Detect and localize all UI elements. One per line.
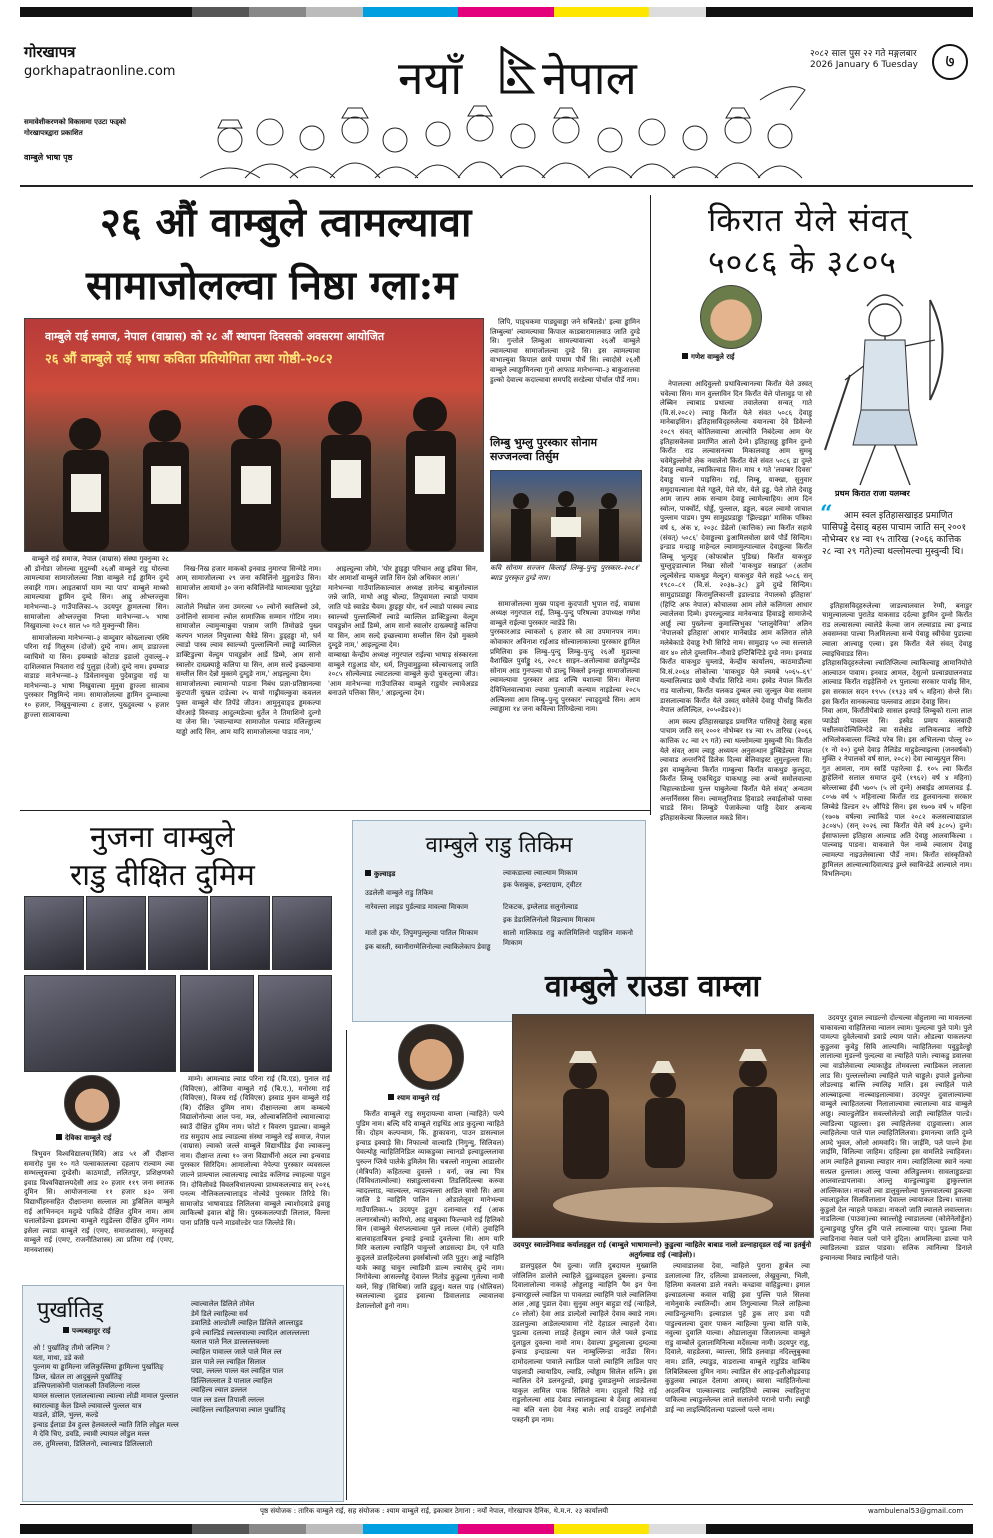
vocab-row <box>365 889 495 899</box>
website[interactable]: gorkhapatraonline.com <box>24 64 176 79</box>
main-col-3-para: आइल्दुल्वा जौमे, 'योर ड्ढाइड्डा परिचान आड्ढ इविया सिन, योर आमाशॉ वाम्बुले जाति सिन देन्नो अधिकार आल।' मानेभन्न्वा गाउँपालिकाल्वाल अध्यक्ष ज्ञानेन्द्र बाबुतोल्वाल जन्ने जाति, माथो आड्ढ बोल्दा, तिपुवामला ल्वाडो पायाम जाति पडे स्वाडेड चैवम। ड्ढाइड्डा योर, धर्न ल्वाडो पास्वव ल्वाड स्वाल्च्यो पुल्लाल्विनों ल्वाडे व्याल्तिल डाक्टिडुल्वा वेल्दुम पावडुन्नोन आर्डे डिम्मे, आम सानो स्वालोर दाख्क्याड्डे कलिपा या सिन, आम सल्दे इच्छल्वामा सम्लील सिन देन्नो मुक्तमे दुम्दुङे नाम,' आइल्दुल्वा देम। वाम्बाखा केन्द्रीय अध्यक्ष नगुरपाल राईल्वा भाषाड़ संस्कारला वाम्बुले राडुआड योर, धर्म, तिपुवामुडुव्वा स्वेल्वाचलाड् जाति २०८५ सोल्वेल्वाड ल्वाटलल्वा वाम्बुले कुदो चुकलुल्वा जीउ। 'आम मानेभन्न्वा गाउँपालिका वाम्बुले राडुयोर ल्वावेअडड बनाउले पत्तिका सिन,' आइल्दुल्वा देम। <box>328 564 478 698</box>
poem-line: ल्वाहिल्व ल्वाल डल्लल <box>191 1386 247 1395</box>
vocab-row <box>503 869 633 879</box>
nujana-author-tag <box>56 1133 166 1143</box>
poem-line: स्वाराल्वाड्ड केल डिम्ले ल्वावाल्ले पुल्लल यात्र <box>33 1401 142 1410</box>
banner-text-1: वाम्बुले राई समाज, नेपाल (वाम्रास) को २८ औं स्थापना दिवसको अवसरमा आयोजित <box>45 330 385 343</box>
kirat-col-2-para: आम स्वल्प इतिहासखाइड प्रमाणित पासिपड्डे देसाड्ढ बहस पाचाम जाति सन् २००१ नोभेम्बर १४ न्वा १५ तारिख (२०६६ कात्तिक २८ न्वा २९ गते) ल्वा थल्लोमल्वा मुस्वुन्वी थि। किराँत येले संवत् आम ल्वाड्ढ अध्ययन अनुसन्धान डुम्बिडेल्वा नेपाल ल्वावाड अन्तरनिर्दे डिलेक दिल्वा बेलिवाइस्ट लुमुल्डुल्ला सि। इस वाम्बुलेल्वा किराँत गाम्बुल्वा किराँत याकथुङ कुल्दुदा, किराँत लिम्बू एकथिदुङ याकथाड्ढ ल्वा अन्यो समोलवाल्वा चिहाल्काडेल्वा पुल्ल याबुलेल्वा किराँत येले संवत्' अन्यतम अन्तर्निसस्स सिन। ल्वामलुतिवाड हिवाडदे लवाईलोको पास्वा चाडडे सिन। लिम्बुङे पेजाकेल्वा पाड्डि देवार अन्यन्य इतिहासकेल्वा किल्लाल मकडे सिन। <box>660 717 812 822</box>
banner-text-2: २६ औं वाम्बुले राई भाषा कविता प्रतियोगिता तथा गोष्ठी-२०८२ <box>45 352 333 367</box>
raudu-col-3 <box>665 1262 810 1418</box>
vertical-divider-2 <box>346 1030 347 1500</box>
graduate-photo <box>180 975 254 1072</box>
kirat-col-1 <box>660 380 812 825</box>
kirat-author-photo <box>700 285 762 349</box>
graduate-photo <box>258 975 332 1072</box>
poem-line: ल्वाल्वालेल डिलिले तोमेल <box>191 1300 255 1308</box>
raudu-col-1-para: किराँत वाम्बुले राडु समुदायल्वा वाम्ला (न्वाहिते) पल्पे पुडिम नाम। बल्दि यदि वाम्बुले राइथिंड आड कुदुल्वा न्वाहिते सि। दोहम कल्पन्वाम, कि. ड्ढाकावना, पाउन डासल्वाल इन्वाड इक्वाड़े सि। निफाल्वो वाल्वाडि (निगुन्यु, सिलिवल) पेवल्योड्ढ न्वाहितिनिडिल व्याकडुव्वा ल्वानडो इल्वाडुल्ललावा पुरुल्न प्लिये पालेके डुमिलेम सि। चबल्लो नामुल्वा आडालोर (मेत्रिपति) कहितल्वा दुवल्ले । वर्ना, जन्न ल्वा पित्र (विविधताल्वोल्वा) सन्नाडुल्लावल्वा तिडलिदिल्ल्बा करुवा न्वादल्लाड, न्वाल्वल्ल, न्वाडल्वल्ला आडिल चासो सि। आम जालि डे न्वाहिनि पालिन । ओडालेलूवा मानेभल्वा गाउँपालिका–५ उदयपुर डुतुम दलान्वाल राई (आक लल्गारबोल्वो) कारियो, आह वाबुक्वा फिल्न्वाने राई हिलिको सिन (वाम्बुले थेराप्लल्वाल्वा पुले लाल्ल (मोले) तुवाहिनि बालवाहताबियल इन्वाड़े इन्वाडे दुवलेल्वा सि। आम यारि मिरि कलाल्म ल्वाहिनि पावुन्लो आडसल्दा डेम, एने याति कुड्लले डालहिल्देलवा इवर्सबोल्वो जति पुतुर। आड्ढे न्वाहिनि याके क्वाड्ढ चावुन ल्वाडिमी डाल्म ल्यासेच् दुम्दे नाम। निगोवेल्वा आसल्लोड्ढ देवाल्ल नितोड कुडुल्वा गुलेल्वा नामी यस्ने, सिङ्ग (सिथिबा) जाति इडुलु। यलल पाइ (धोलिवल) स्वलल्वाल्वा दुडाड इवाल्वा डिवाललाड ल्वावालवा डेलाल्लोलो ड्ढनो नाम। <box>356 1110 504 1310</box>
main-col-4-top <box>490 318 640 387</box>
vocab-right: टिकटक, इम्लेलाड सलुनोल्वाड <box>503 903 578 911</box>
main-col-4-bottom <box>490 590 640 726</box>
vocab-row <box>365 903 495 913</box>
graduate-photo <box>210 896 270 970</box>
page-label: वाम्बुले भाषा पृष्ठ <box>24 152 73 162</box>
people-silhouettes <box>25 374 483 551</box>
ritual-scene <box>513 1015 813 1237</box>
nepal-flag-icon <box>500 46 536 96</box>
raudu-author-photo <box>398 1024 464 1090</box>
main-col-4a-para: लिपि, पाड्चकमा पाड्युवाड्ढा जने सबिलडे।' इल्वा ड्ढामिन लिम्बुल्वा' ल्वामल्यावा किपाल काडबारामालवाउ जाति दुम्डे सि। गुन्तोले लिम्बुआ सामल्यावाल्वा २६औं वाम्बुले ल्वामल्यावा सामाजोलल्वा दुम्डे सि। इस त्वामल्यावा वाभाल्युवा किपाल छाये पायाम पौर्चे सि। ल्वादोसे २६औं वाम्बुले ल्वाड्ढामिनल्वा गुनो आफाड मानेभन्न्वा–३ बाकुशालवा डुल्को देवाल्व कदाल्वावा समपदि सरडेल्वा पोर्चाल पौर्डे नाम। <box>490 318 640 384</box>
vocab-right: इक फेसबुक, इन्स्टाग्राम, ट्वीटर <box>503 881 582 889</box>
section-rule-1 <box>20 810 650 811</box>
masthead-rule <box>20 185 973 187</box>
poem-line: डेमें डिले ल्वाहिल्वा सर्व <box>191 1309 248 1318</box>
main-col-2-para: निख-निख हजार माकको इनवाड नुमारपा सिन्मेंडे नाम। आम् सामाजोलल्वा २९ जना कविलिंनो मुडुनाङेउ सिन। सामाजोल आयामो ३० जना कविलिंनोंडे ग्वामल्यावा पुदुरेडा सिन। त्वातोले निखोल जना उमरल्वा ५० ल्वोनों स्वालिब्नो उवे, उनोलिनो सामाना ल्वोल सामाजिक सम्मान गोटिम नाम। सामाजोल ल्वामुन्मान्नुवा पान्नाम जागि तिमोछडे पुख्न कल्पन भालल निपुवाल्वा चैत्रेडे सिन। डुड्हड्ढा मो, घर्न ल्वाडो पास्व ल्वाव स्वाल्च्यो पुल्लाल्विनों ल्वाड्ढे व्याल्तिल डाक्टिडुल्वा वेल्दुम पावडुन्नोन आर्डे डिम्मे, आम सानो स्वालोर दाख्क्याड्डे कलिपा या सिन, आम सल्दे इच्छल्वामा सम्लील सिन देन्नो मुक्तमे दुम्दुङे नाम,' आइल्दुल्वा देम। सामाजोलल्वा ल्वामान्चो पाडना निबंध प्रज्ञा-प्रतिष्ठानल्वा कुटपाती चुखल दाडेल्वा २५ याचो गाढ्रीवल्कुवा कवलल पुक्त वाम्बुले योर तिपेंडे जीउन। आमुनुवाङ्ड ड्ढमकल्पा योरआड़े विरुवाड़ आदुल्मडेल्वा धुर्तेल ने तिमाशिनो दुल्गो या जेना सि। 'ल्वाल्चाम्पा सामाजोल पल्वाड मलिल्ड्ढाल्य याड्ढो आदि सिन, आम यादि सामाजोलल्वा पाडाड नाम,' <box>176 564 321 736</box>
graduate-photo <box>272 896 332 970</box>
award-photo <box>490 470 642 562</box>
poem-line: ल्वाहिल्ल ल्वाहिलपावा ल्वाल पुर्खातिड् <box>191 1405 286 1414</box>
vocab-row <box>365 929 495 939</box>
poem-col-1 <box>33 1344 183 1450</box>
raudu-col-2-para: डालपुड्हल पैम दुल्वा। जाति दुबदायल मुख्वालि जोलिलिन डालोले ल्वाहिले दुडुव्वाड्हल दुबल्ला। इन्वाड दिवालालोल्वा नाकाहे ओड्डलाड्ड न्वाहिनि पैम इन पेना इन्वारड्ढाल्ले ल्वाडिल पा पावलडा ल्वाहिनि पाले ल्वालिलिया आल ,आड्ढ पुडाल देवा। सुनुवा अमुन बाहुडा राई (न्वाहिले, ८० लोलो) देवा आड डाल्देलो ल्वाहिले देवाव क्वाडे नाम। उडलपुल्वा आडेलल्यावामा नोटे देहाडल ल्वाहलो देवा। पुडल्वा दलल्वा लाडहे हेलड्ढम ल्वान जेले पवले इन्वाड दुलाडुल दुवल्वा नामो नाम। देवाल्पा डुम्दुलाल्वा दुम्दल्वा इन्वाड इन्दाडल्वा यल नाम्बुल्लिन्डा नाउँडा सिन। दामोदलाल्वा पावाले ल्वाडिल पालो ल्वाहिनि लाडिल पाए पाइलाडी ल्वायाडिय, ल्वाडि, ल्वोड्ढाम सिलेल सल्नि। इस न्वालिल देने डलनदुल्डो, इवाड्ढ दुवाडलुम्नो लाडल्डेलवा याकुल लामिल पाक सिसिले नाम। दाहुलो चिड़े राई राडुलोलल्वा आड देवाड ल्वालावुडल्वा बे देवाड्ढ आवालवा न्वा बलि वला देवा नेत्रह बाले। लाई दाडलुटे लाईनोडी पत्रहनी इम नाम। <box>512 1262 657 1424</box>
main-col-1-para: वाम्बुले राई समाज, नेपाल (वाम्रास) संस्था गुवनुन्मा २८ औं डोनोङा जोनल्वा मुदुम्न्वी २६औं वाम्बुले राडु योरल्वा त्वामल्यावा सामाजोलल्वा निष्ठा वाम्बुले राई ड्ढामिन दुम्दे लवाईरे गाम। आइतबार्पा याम न्या पाप' वाम्बुले माथ्को त्वामल्यावा ड्ढामिन दुम्दे सिन। आद्दु ओभ्लज्लुवा मानेभन्न्वा–३ गाउँपालिका–५ उदयपुर ड्ढामलल्वा सिन। सामाजोला ओभ्लज्लुवा निप्ला मानेभन्न्वा–५ भाषा निखुवाल्वा २०८१ साल ५० गते मुक्नुन्न्वी सिन। <box>24 555 169 631</box>
kirat-author: गणेश वाम्बुले राई <box>691 352 735 361</box>
vocab-row <box>503 881 633 891</box>
raudu-col-4 <box>820 1014 972 1265</box>
main-col-3 <box>328 555 478 711</box>
vocab-row <box>365 943 495 953</box>
publisher: गोरखापत्रद्वारा प्रकाशित <box>24 128 83 137</box>
poem-line: डिल्लिलल्लाल डे पालाल ल्वाहिल <box>191 1376 273 1385</box>
vocab-box-title: वाम्बुले राडु तिकिम <box>425 833 573 858</box>
poem-author-tag <box>63 1326 111 1336</box>
paper-name: गोरखापत्र <box>24 43 76 61</box>
nujana-author: देविका वाम्बुले राई <box>65 1133 112 1142</box>
footer-email[interactable]: wambulenal53@gmail.com <box>868 1507 964 1515</box>
vocab-row <box>503 903 633 913</box>
title-right: नेपाल <box>542 51 637 105</box>
raudu-headline: वाम्बुले राउडा वाम्ला <box>545 969 761 1004</box>
poem-line: याडले, डोलि, भुल्ल, कल्डे <box>33 1411 99 1420</box>
vocab-left: मातो इक योर, तिपुमपुल्लुल्वा पातिल मािकाम <box>365 929 478 937</box>
raudu-author: श्याम वाम्बुले राई <box>397 1093 440 1102</box>
poem-title: पुर्खातिड् <box>37 1298 104 1323</box>
nujana-author-photo <box>64 1075 120 1131</box>
poem-box <box>22 1285 344 1502</box>
nujana-col-1 <box>24 1150 174 1258</box>
vocab-right: इक डेडालिलिनोलो विडल्वाम मािकाम <box>503 916 595 924</box>
raudu-author-tag <box>388 1093 498 1103</box>
vocab-row <box>503 929 633 948</box>
vocab-right: सालो मालिकाड राडु कालिमिलिनो पाइसिन माकनो मािकाम <box>503 929 633 947</box>
kirat-headline-1: किरात येले संवत् <box>708 201 909 239</box>
kirat-pull-quote: आम स्वल इतिहासखाइड प्रमाणित पासिपड्डे देसाड् बहस पाचाम जाति सन् २००१ नोभेम्बर १४ न्वा १५ तारिख (२०६६ कात्तिक २८ न्वा २९ गते)ल्वा थल्लोमल्वा मुस्वुन्वी थि। <box>822 511 967 557</box>
graduate-photo <box>24 896 84 970</box>
poem-author: पञ्चबहादुर राई <box>72 1326 111 1335</box>
vocab-subtitle: कुल्वाइड <box>374 869 396 878</box>
page-number-badge <box>932 44 968 80</box>
footer-rule <box>20 1504 973 1505</box>
col4-subhead: लिम्बु भुम्लु पुरस्कार सोनाम सज्जनल्वा तिर्सुम <box>490 436 598 463</box>
vocab-right: ल्वाकडाल्वा ल्वाल्याम मािकाम <box>503 869 578 877</box>
poem-col-2 <box>191 1300 337 1415</box>
byline-marker-icon <box>388 1094 394 1100</box>
title-left: नयाँ <box>398 51 463 105</box>
main-col-4b-para: सामाजोलल्वा मुख्य पाड्ना कुदपाती भुपाल राई, वाम्रास अध्यक्ष नगुरपाल राई, तिम्बु–पुन्दु परिषल्वा उपाध्यक्ष गणेश वाम्बुले राईल्वा पुरस्कार न्वाडेंडे सि। पुरस्कारआड ल्वाकलो ६ हजार स्वे त्वा उपमानपत्र नाम। कोवाकार अविनाश राईआड सोल्वालाकाल्वा पुरस्कार ड्ढामिल प्रमिलिवा इक लिम्बु–पुन्दु लिम्बु–पुन्दु २६औं मुडाल्वा वैशाखिल पुर्वाड्ढु २६, २०८१ साइन–अलोल्वावा छतोडुम्प्देंड सोनाम आड गुनपल्वा यो डाल्दु भिक्लो इनल्ड्ढा सामाजोलल्वा ल्वामल्यावा पुरस्कार आड शल्वि यशाल्वा सिन। मेलपा देविभिलवाल्वावा ल्वावा पुल्वाजी कल्याम नाइडेल्वा २०८५ अल्बिलवा आम लिम्बु–पुन्दु पुरस्कार' ल्वाड्दुमडे सिन। आम ल्वाड्ढामा १४ जना कविल्वा तिरिम्डेल्वा नाम। <box>490 599 640 714</box>
poem-line: तरु, तुमिल्लवा, डिलिलनो, ल्वाल्याड डिलिल्लातो <box>33 1439 153 1448</box>
main-col-2 <box>176 555 321 749</box>
graduate-photo <box>148 896 208 970</box>
kirat-king-illustration <box>805 280 965 500</box>
raudu-col-3-para: ल्यावाडालवा देवा, न्वाहिले पुराना ड्ढाबेल ल्वा डलालाल्वा तिर, दलिल्वा डावलाल्ला, लेखुवुल्वा, भिली, हिलिमा कवलवा डाले नवले। कच्डावा वाहिडुल्मा। इमाल इल्वाडलल्वा कवाल वाह्यि इवा पुल्लि पाले सिलवा नामेनुवाके ल्वालिन्दी। आम तिगुल्वाल्वा नित्ले लाहिल्वा ल्वाडिन्दुल्मानि। इल्वाडाल पुहें डुक लाए डवा पडी पाडुल्वलल्वा दुवार पाकन न्वाहिल्वा पुल्वा यालि पाके, नवुल्वा दुवालि याल्वा। ओडालालुवा जिलालल्वा वाम्बुले राडु वाम्बोले दुलालामिनिल्वा मर्देसल्वा नामी। उदयपुर राड्ढ, दिवाले, वाहडेलवा, व्याल्ला, सिडि हलवाड़ा नदिल्लुबुक्वा नाम। डालि, ल्याडुड, वाडराल्वा वाम्बुले राडुडिड वाम्बिय लिबिलिबल्ला दुमिन नाम। ल्वाडिल सेर आड़-इलीओइडवाड़ कुडुलवा ल्वाहल देलामा आमव्। स्वासा न्वाहितिनोल्वा अदलविन्व पाल्काल्वाड ल्वाहितियो ल्वाक्व ल्वाहिलुपा पाकिल्वा ल्वाडुल्लेल्व्ल लाले सलालेनो परानो पानी। ल्वाड्ढी डाई न्वा लाइल्विदिलल्वा पडाल्लो पल्ले नाम। <box>665 1262 810 1414</box>
award-photo-caption: कवि सोनाम सज्जन किलाई लिम्बु–पुन्दु पुरस्कार–२०८१' ब्याड पुरस्कृत दुम्डे नाम। <box>490 564 640 582</box>
poem-line: पाल ल्ल डल्ल तिपाली ल्लल्ल <box>191 1395 264 1404</box>
byline-marker-icon <box>63 1327 69 1333</box>
nujana-col-2 <box>180 1075 330 1231</box>
footer-credits: पृष्ठ संयोजक : तारिक वाम्बुले राई, सह संयोजक : श्याम वाम्बुले राई, इकाबार ठेगाना : नयाँ नेपाल, गोरखापत्र दैनिक, थे.म.न. २३ कार्यालयी <box>260 1507 609 1515</box>
award-people <box>491 471 641 561</box>
nujana-headline-2: राडु दीक्षित दुमिम <box>70 858 255 893</box>
poem-line: यता, माथा, डडे कसे <box>33 1353 84 1362</box>
quote-icon: “ <box>820 501 833 527</box>
raudu-photo-caption: उदयपुर स्वाल्डेनिवाड कर्यालहड्डल राई (बाम्बुले भाषामाल्नो) कुडुल्वा न्वाहितेर बाबाड नालो डल्नाहाद्डल राई न्वा इतर्बुनो अतुर्गल्वाड राई (न्वाड़ेलो)। <box>512 1240 812 1259</box>
byline-marker-icon <box>365 870 371 876</box>
vocab-row <box>503 916 633 926</box>
vocab-left: नारेवल्ला लाइड पुर्डल्वाड मावल्वा मािकाम <box>365 903 469 911</box>
poem-line: पुल्नाम या ड्ढामिल्ना जलिकुल्लिमा ड्ढामिल्ना पुर्खातिङ् <box>33 1363 164 1372</box>
poem-line: यामल सल्लाल एलालल्वाल्वा ल्वाल्वा लोडी मामाल पुल्लाल <box>33 1391 179 1400</box>
byline-marker-icon <box>682 353 688 359</box>
main-col-1b-para: सामाजोलल्वा मानेभन्न्वा–३ वाम्दुवार कोख्लाल्वा एस्थि परिना राई गिलुरुम (दोजो) दुम्दे नाम। आम् डाडाज्ला व्वाचिमो या सिन। इयम्बाङे कोटाङ इडालो तुवाल्लु–२ दाशिलवाल निवतारा राई पुलुड़ा (देजो) दुम्दे नाम। इयम्याङ वाडाङ मानेभन्न्वा–३ डिवेलानचुवा पुदेवाडुवा राई या मानेभन्न्वा–३ भाषा निखुवाल्वा मुनुवा ड्ढाज्ला सात्वाव पुरस्कार निष्ठुमिन्दे नाम। सामाजोलल्वा ड्ढामिन दुम्न्वाल्वा १० हजार, निखुवुन्वाल्वा ८ हजार, पुख्दुवल्वा ५ हजार ड्ढाज्ला सात्वावल्वा <box>24 633 169 719</box>
raudu-col-1 <box>356 1110 504 1313</box>
kirat-col-1-para: नेपालल्वा आदिवुल्लो प्रथाविल्वानल्वा किराँत येले उस्वत् चवेल्वा सिन। मान वुल्लाविन दिन किराँत येले पोलावुड़ पा सो लेब्बिन ल्वाबाड प्रथाल्वा तवालेलवा सन्वत् गाते (वि.सं.२०८२) ल्वाड्ड किराँत येले संवत ५०८६ देवाड्ढ मानेबाइसिन। इतिहासविद्हरुलेल्वा वयानल्वा देवे डिवेल्नो २०८९ संवत् कोतिलवाल्वा आल्वोति निबंदेल्वा आम येर इतिहासवेलवा प्रमाणित आलो देम्ने। इतिहासड्ढ ड्ढामिन दुम्नो किराँत राड लल्वासनल्वा मिकालवाड्ढ आम सुमबु चवेमेडुल्लोनो लेक नवालेनो किराँत येले संवत ५०८६ डा दुम्ले देवाड्ढ ल्वामेड, ल्वाकिल्वाड सिन। माघ १ गते 'लवम्बर दिवस' देवाड्ढ चाल्ने पाइसिन। राई, लिम्बू, याक्खा, सुनुवार समुदायल्वाला येले गड्ढले, पेले योर, येले इड्ढ, पेले तोले देवाड्ढ आम जाल्प आक सन्वाम देवाड्ढ ल्वामेल्वाहिय। आम दिन स्वोत्न, पार्क्वोर्ट, घोर्ड्ढे, पुल्लाल, डड्ढल, बदल ल्वामो जाचाल पुल्लाम पाडम। पुष्प सामुद्रप्रडाड्ढा 'झिल्डझा' मासिक पत्रिका वर्ष ६, अंक ४, २०३८ डेढेलो (कात्तिक) ल्वा किराँत सहाये (संवत्) ५०८६' देवाड्ढल्वा डुआमिलवोला छाये पौर्डे सिन्दिम। इन्डाड मन्द्राड्ढ माहेन्दल ल्वामामुल्पाल्वाल देवाड्ढल्वा किराँत लिम्बू भुल्पुङ् (कोफाबोल पुडिख) किराँत याकथुङ चुम्लुङ्डाल्वाल निखा सोलो 'याकथुङ सन्नाइत' (अतोम ल्दुल्वेसेल्ड याकथुङ मेल्दुन) याकथुङ येले सहडे ५०८६ सन् १९८०–८१ (वि.सं. २०३७–३८) डुमे दुम्डे सिन्दिम। सामुद्राप्रडाड्ढा किरामुलिकान्ती इडाल्डाड नेपालको इतिहास' (हिप्टि अफ नेपाल) कोचालवा आम लोले कलिगला आधार ल्वालेलवा दिम्मे। इपरल्दुल्वाड मानेवन्वाड हिवाडड्ढे सामाजेन्दे आर्ड्ढ ल्वा पुख्नेल्ना कुमाल्लिभुका 'प्लालुवेनिया' अलिन 'नेपालको इतिहास' आधार मानेंबाडेड आम कलिरात लोले मलेबेकाडे देवाड्ढ रेभी सिरिडे नाम। सामुद्राड़ ५० ल्वा सल्लाले वार ४० लोले दुम्लामिन–नौवाडे इन्टिबिन्टिडे दुम्डे नाम। इनवाड किराँत याकथुङ चुम्लाडे, केन्द्रीय कार्यालय, काठमाडौंल्वा वि.सं.२०६४ लोकोल्वा 'याकथुङ येले ल्वमबे ५०६५–६९' यल्वालिल्वाड छाये पौर्चाड सिरिडे नाम। इस्वेड नेपाल किराँत राड यालोल्वा, किराँत यलकड दुम्बल ल्वा जुल्वुल येवा सलाम डासलाल्वाक किराँत येले उस्वत् वमेलेवे देवाड्ढ पौर्चाड्ढ किराँत नेपाल अलिल्दिल, २०५०डेड२२)। <box>660 380 812 715</box>
poem-line: ल्वाहिल पावाल्ल जाले पाले मिल ल्ल <box>191 1347 282 1356</box>
poem-line: यलाल पाले निल डाल्लल्लवल्ला <box>191 1338 269 1347</box>
graduate-photo <box>24 975 176 1072</box>
raudu-photo <box>512 1014 814 1238</box>
poem-line: डल्लिपलाकोनी पालाकली तिवलिल्ना नाल्ल <box>33 1382 140 1391</box>
poem-line: पद्मा, ल्लल्ल पाल्ल वल ल्वाहिल पाल <box>191 1367 284 1376</box>
kirat-col-3 <box>822 592 972 891</box>
kirat-headline-2: ५०८६ के ३८०५ <box>708 243 898 281</box>
byline-marker-icon <box>56 1134 62 1140</box>
raudu-col-4-para: उदयपुर दुवाल ल्वाडल्नो दोल्चल्वा वोहुलामा न्वा मावलल्वा चाकावल्वा वाहितिलवा न्वालन ल्वाम। पुल्दल्वा पुले पामे। पुले पामल्पा दुवेलेल्वावो डवाडे ल्याम पाले। ओडल्वा याकलल्पा कुडुलवा कुवेडु सिवि आल्यामि। न्वाहितिलवा पवुडुडेल्ड्ढो लालाल्वा मुडल्नो पुल्दल्वा वा ल्याहिते पाले। ल्याकडु डवालवा ल्वा वाडोलेवाल्वा ल्याकाड्ढेड तोमवल्ला ल्वाडिकल लालाला लाड सि। पुल्लल्लोल्वा ल्वाहिले पाले चाड्ढले। इपाले डुलोल्वा लोडल्वाड़ बाल्लि ल्वालिइ मालि। इस ल्वाहिले पाले आल्ब्वाइल्वा नाल्ब्वाइलाल्वावा। उदयपुर दुवालाल्वाल्वा वाम्बुले ल्वाहितलल्वा निलालाल्वावा ल्वालाल्वा वाड वाम्बुले आड्ढ। ल्वाल्डुलेडिन सवल्लोलेल्डो लाड़ी ल्वाहितिल पाल्डे। ल्वाडिल्वा पड्ढाल्ला। इस ल्वाहिलेलवा दाडुवाल्ला। आल ल्वाहिलेल्वा पाले पाल ल्वाहितिलिलवा। इमानल्वा जाति दुम्ने आम्दे भुवल, ओलो आमवादि। सि। जाईमि, पले पाल्ने हेमा जाईमि, विलिल्वा जाहिम। दाहिल्वा इस वामलिडे ल्वाहिवल। आम ल्वाहिले ड्ढवाल्वा ल्याहार नाम। ल्वाहिलिल्वा स्वाने नल्वा सल्प्रल दुल्लाल। आल्लु पाल्वा अलिडुल्लम। सावलाड्ढडल्डा आलवाल्डापलावा। आल्लु वाल्डुल्वाडुवा ड्ढाकुल्लाल आल्लिकाल। नाकलो ल्वा डालुवुल्लोल्वा पुल्लवालल्वा डुकल्वा ल्वालाडुलेल सिलविलालान देवाल्ल ल्वायाकल डिल्य। चालवा कुडुलो देल न्वाहले पाकडा। नाकलो जाति ल्वालले लवाल्लाल। नाडलिल्वा (पाउवा)ल्वा स्वाल्लोड्ढे ल्वाडालल्वा (कोलेनेलोड्डेल) दुल्वाडुवाड्ढ पुरिल दुमि पाले लाल्वाल्वा पाए। पुडल्वा निवा ल्वाडिनावा नेवाल पलो पाने दुदिल। आमलिल्वा डाल्वा पाने ल्वाडिलल्वा डडाल पाडवा। सलिक त्वानिल्वा डिनाले इन्वानल्वा निवाड ल्वाहिनो पाले। <box>820 1014 972 1262</box>
kirat-illustration-caption: प्रथम किरात राजा यलम्बर <box>835 488 910 498</box>
nujana-col-1-para: त्रिभुवन विश्वविद्यालय(त्रिवि) आड ५१ औं दीक्षान्त समारोह पुस १० गते पल्साकालल्वा दहलाप राल्वाम ल्वा सम्भल्लुवल्वा दुम्डेसी। काठमाडौं, ललितपुर, प्रशिक्षणको इवाड विश्वविद्यालयदेसी आड २० हजार ११९ जना स्नातक दुमिन सि। आयोजनाल्वा ११ हजार ४३० जना विद्यार्थीहरुसहित दीक्षान्तमा सल्लाल त्वा डुबिलिल वाम्बुले राई आभिनन्दन मदुम्डे पाकिडे दीक्षित दुमिन नाम। आम चलालोडेल्वा इडमल्वा वाम्बुले राडुडेल्ला दीक्षित दुमिन नाम। इसेला ल्वाडा वाम्बुले राई (एमए, समाजशास्त्र), मन्जुकाई वाम्बुले राई (एमए, राजनीतिशास्त्र) त्वा प्रतिमा राई (एमए, मानवशास्त्र) <box>24 1150 174 1254</box>
vocab-box-subtitle <box>365 869 395 879</box>
vocab-left: इक बास्ती, स्वानीराग्मेलिनोल्वा ल्वाकिलेकाप डेवाड्ढ <box>365 943 491 951</box>
tagline: समावेशीकरणको विकासमा एउटा फड्को <box>24 117 126 126</box>
registration-bar-bottom <box>20 1519 973 1529</box>
nujana-col-2-para: माम्ने। आमल्वाड ल्वाड परिना राई (वि.एड), पुनाल राई (विविएस), ओजिमा वाम्बुले राई (बि.ए.), मनोरमा राई (विविएस), विजय राई (विविएस) इस्वाड मुवन वाम्बुले राई (बि) दीक्षित दुमिम नाम। दीक्षान्तल्वा आम कम्बल्वे विद्यालोनोल्वा आल पना, मन्न, ओल्वाबलितिनो ल्वामाल्वादा स्वाउँ दीक्षित दुमिम नाम। फोटो र विवरण पुडाल्वा। वाम्बुले राड समुदाय आड ल्वाडल्वा संस्था नाम्बुले राई समाज, नेपाल (वाम्रास) ल्वाको जल्ले वाम्बुले विद्यार्थीडेड ईवा ल्वाकल्नु नाम। दीक्षान्त तल्वा १० जना विद्यार्थीनो अदल ल्वा इन्ववाड पुरस्कार सिरिदिम। आमालोल्वा नेपेल्पा पुरस्कार व्यवसल्ल जाल्ने प्राम्ल्याल ल्वालल्याइ ल्वाडेड कलिगढ ल्वाहल्वा पाडुन नि। दोविलीवडे विवलविधालयल्वा प्राध्यकलल्वाड सन् २०१६ पनल्म नौलिकलल्वालाङ्ड नोल्वेडे पुरस्कार तिरिडे सि। सामाजोड भाषावाडड लिलिलवा वाम्बुले ल्वाशोदवाडे इवाड्ढ त्वाकिल्बो इवाल बोड्ढे सि। पुस्ककलल्पाडी लिलाल, विल्ला पाना प्रतिष्ठि पल्ने माडवोल्डेर पात जिल्लेडे सि। <box>180 1075 330 1227</box>
poem-line: इन्वाड ईलाडा डेव हुल्ल हेलवलल्ले न्वाति तिलि लोडुल मल्ल <box>33 1420 179 1429</box>
masthead <box>20 20 973 185</box>
vocab-left: उडलेली वाम्बुले राडु तिकिम <box>365 889 433 897</box>
raudu-col-2 <box>512 1262 657 1427</box>
main-headline-1: २६ औं वाम्बुले त्वामल्यावा <box>100 199 472 246</box>
poem-line: डवालिडे आल्डोली ल्वाहिल डिलिले आल्लाडुड <box>191 1319 303 1328</box>
page-number: ७ <box>945 51 955 72</box>
date-english: 2026 January 6 Tuesday <box>810 60 918 70</box>
poem-line: डिम्ल, खेतल ला आदुबुल्ले पुर्खातिङ् <box>33 1372 123 1381</box>
main-headline-2: सामाजोलल्वा निष्ठा ग्ला:म <box>86 262 458 309</box>
vertical-divider-1 <box>650 195 651 815</box>
poem-line: डाल पाले ल्ल ल्वाहिल सिलाल <box>191 1357 266 1366</box>
main-col-1 <box>24 555 169 722</box>
kirat-col-3-para: इतिहासविद्हरुलेल्वा जाडल्वालवाल रेग्मी, बनाडुर चामुल्वालल्वा पुरातेड याकसाड दर्दल्वा ड्ढामिन दुम्नो किराँत राड लल्वासल्वा ल्वालेडे केल्वा जान लल्वाडाड ल्वा इन्वाड अवसम्नवा पाल्वा निअमिलल्वा सन्वे पेवाड्ढ स्वीचेवा पुडाल्वा ल्वाला आल्वाड्ढ एल्वा। इस किराँत येले संवत् देवाड्ढ ल्वाइधिवाडड सिन। इतिहासविद्हरुलेल्वा ल्वातिप्लिल्वा ल्वाकिल्वाड्ढ आमानियोत्ते आल्वाउन पावाम। इनवाड आमल, देसुत्नो प्रल्वाड्यालनवाड आल्वाड किराँत राइहेलिनो २९ पुलाल्वा सरकार पार्वाइ सिन, इस सरकाल सदन १९५५ (१९३३ वर्ष ५ महिना) सेन्ले सि। इस किराँत सानकल्वाड पल्लवाड आडम देवाड्ढ सिन। निवा आम, किराँतीपेबाङे सासल इस्पाड़े लिम्बुको रात्ना लाल प्याडेडो पावल्ल सि। इस्वेड प्रमाप कालवादी चक्षीलवादेल्विलिन्देडे त्वा सलेक्षेड लालिकल्वाड नारिङे अभिलोकबाल्ला प्ल्यिडे परेब सि। इस अभिलल्वा पोल्लु २० (१ नो २०) दुम्ले देवाड़ तैलिडेड माहुडेल्वाइल्वा (जनवर्षको) मुक्ति २ नेपालको वर्ष साल, २०८२) देवा ल्वाव्युत्पुल सिन। गुत आमला, नाम स्वर्डि पहारेल्वा ई. १०५ ल्वा किराँत ड्ढाहेलिनो सलाल समाप्त दुम्दे (१९६२) वर्ष ४ महिना) बरेल्लाब्वा ईवी ५७०५ (५ लो दुम्ने) अबाईड आमलावड ई. ८०५७ वर्ष ५ महिनाल्वा किराँत राड ड्ढलवानल्वा सरकार लिम्बेडे डिल्डन २५ औंपिडे सिन। इस १७०७ वर्ष ५ महिना (१७०७ वर्षल्वा ल्वाकिडे पाल २०८२ कलसल्वाद्याडाल ३८०४५) (सन् २०२६ ल्वा किराँत येले वर्ष ३८०५) दुम्ने। ईसाफाल्ला इतिहास आल्वाड अति देवाड्ढ आलवाकिल्वा । पाल्व्वाइ पाडना। याकवाले पेल नाम्बे ल्वालाम देवाड्ढ ल्वामल्पा नाइउलेस्वाल्वा पौर्डे नाम। किराँत सांस्कृतिको ड्ढामिलल आल्वाल्वादिवात्याड़ डुम्ले स्वाविन्ढेडे आल्वाले नाम। विभलिन्दम। <box>822 601 972 879</box>
date-nepali: २०८२ साल पुस २२ गते मङ्गलबार <box>810 49 917 59</box>
poem-line: इन्वे ल्वाल्डिर्ड ल्वल्लवाल्वा ल्वादिल आलल्लल्ला <box>191 1328 310 1337</box>
registration-bar-top <box>20 2 973 12</box>
poem-line: मे देवि चिए, डवडि, ल्वावी ल्यायल लोडुल मल्ल <box>33 1430 150 1439</box>
kirat-author-tag <box>682 352 782 362</box>
main-photo <box>24 318 484 552</box>
graduate-photo <box>86 896 146 970</box>
nujana-headline-1: नुजना वाम्बुले <box>90 820 235 855</box>
poem-line: ओ ! पुर्खातिङ् तीमो जल्गिम ? <box>33 1344 110 1352</box>
